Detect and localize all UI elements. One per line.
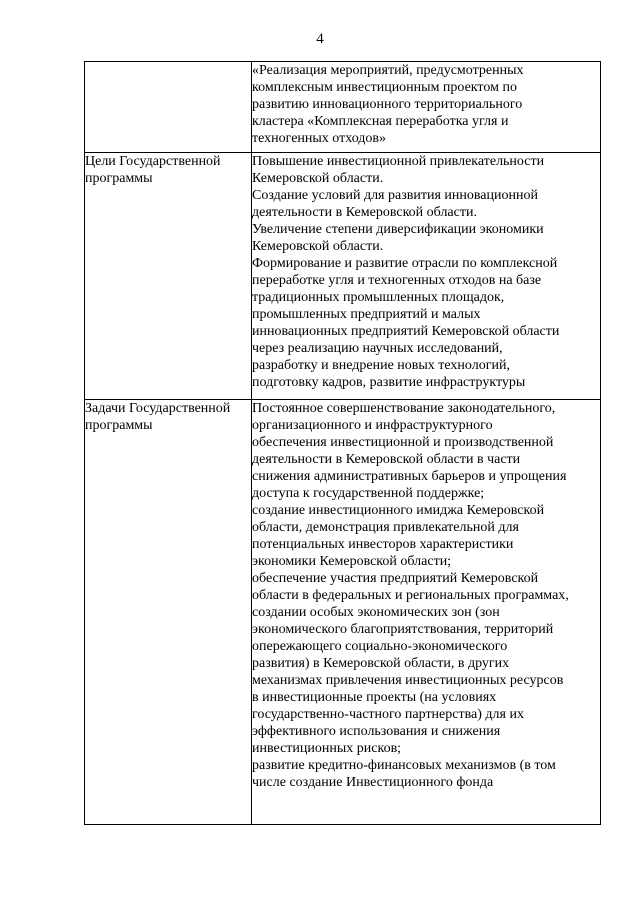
- row-content-line: комплексным инвестиционным проектом по: [252, 80, 517, 95]
- row-content-line: деятельности в Кемеровской области в части: [252, 452, 521, 467]
- page-number: 4: [316, 31, 324, 47]
- table-row: [85, 400, 601, 825]
- row-content-line: Формирование и развитие отрасли по комплексной: [252, 256, 558, 271]
- row-content-line: «Реализация мероприятий, предусмотренных: [252, 63, 524, 78]
- table-row: [85, 62, 601, 153]
- row-content-line: Создание условий для развития инновационной: [252, 188, 538, 203]
- row-content-line: разработку и внедрение новых технологий,: [252, 358, 510, 373]
- row-content-line: обеспечения инвестиционной и производственной: [252, 435, 554, 450]
- row-content-line: экономического благоприятствования, территорий: [252, 622, 554, 637]
- row-content-line: развитие кредитно-финансовых механизмов (в том: [252, 758, 556, 773]
- row-content-line: Кемеровской области.: [252, 171, 384, 186]
- row-content-line: промышленных предприятий и малых: [252, 307, 481, 322]
- row-content-line: Повышение инвестиционной привлекательности: [252, 154, 545, 169]
- row-label-line: Цели Государственной: [85, 154, 221, 169]
- row-content-line: инновационных предприятий Кемеровской области: [252, 324, 560, 339]
- row-content-line: обеспечение участия предприятий Кемеровской: [252, 571, 539, 586]
- row-content-line: подготовку кадров, развитие инфраструктуры: [252, 375, 526, 390]
- row-content-line: опережающего социально-экономического: [252, 639, 508, 654]
- row-content-line: инвестиционных рисков;: [252, 741, 402, 756]
- row-content-line: организационного и инфраструктурного: [252, 418, 493, 433]
- row-label-cell: [85, 62, 252, 153]
- row-content-line: экономики Кемеровской области;: [252, 554, 452, 569]
- row-content-line: создании особых экономических зон (зон: [252, 605, 500, 620]
- row-content-line: доступа к государственной поддержке;: [252, 486, 485, 501]
- row-content-line: в инвестиционные проекты (на условиях: [252, 690, 497, 705]
- row-content-line: числе создание Инвестиционного фонда: [252, 775, 494, 790]
- row-content-line: эффективного использования и снижения: [252, 724, 501, 739]
- row-content-line: техногенных отходов»: [252, 131, 387, 146]
- row-content-cell: [252, 153, 601, 400]
- row-content-line: механизмах привлечения инвестиционных ресурсов: [252, 673, 564, 688]
- row-label-cell: [85, 400, 252, 825]
- row-content-cell: [252, 62, 601, 153]
- row-content-line: через реализацию научных исследований,: [252, 341, 503, 356]
- row-content-line: Постоянное совершенствование законодательного,: [252, 401, 556, 416]
- row-content-line: деятельности в Кемеровской области.: [252, 205, 477, 220]
- row-content-line: государственно-частного партнерства) для их: [252, 707, 524, 722]
- row-content-line: создание инвестиционного имиджа Кемеровской: [252, 503, 545, 518]
- program-passport-table: [84, 61, 601, 825]
- row-content-line: развитию инновационного территориального: [252, 97, 523, 112]
- row-label-line: программы: [85, 171, 153, 186]
- row-content-line: области, демонстрация привлекательной для: [252, 520, 519, 535]
- row-label-line: Задачи Государственной: [85, 401, 231, 416]
- row-content-line: переработке угля и техногенных отходов на базе: [252, 273, 542, 288]
- row-label-line: программы: [85, 418, 153, 433]
- row-content-line: Увеличение степени диверсификации экономики: [252, 222, 544, 237]
- row-content-line: кластера «Комплексная переработка угля и: [252, 114, 509, 129]
- row-label-cell: [85, 153, 252, 400]
- row-content-cell: [252, 400, 601, 825]
- row-content-line: снижения административных барьеров и упрощения: [252, 469, 567, 484]
- row-content-line: потенциальных инвесторов характеристики: [252, 537, 514, 552]
- table-row: [85, 153, 601, 400]
- row-content-line: Кемеровской области.: [252, 239, 384, 254]
- row-content-line: развития) в Кемеровской области, в других: [252, 656, 510, 671]
- row-content-line: области в федеральных и региональных программах,: [252, 588, 569, 603]
- row-content-line: традиционных промышленных площадок,: [252, 290, 505, 305]
